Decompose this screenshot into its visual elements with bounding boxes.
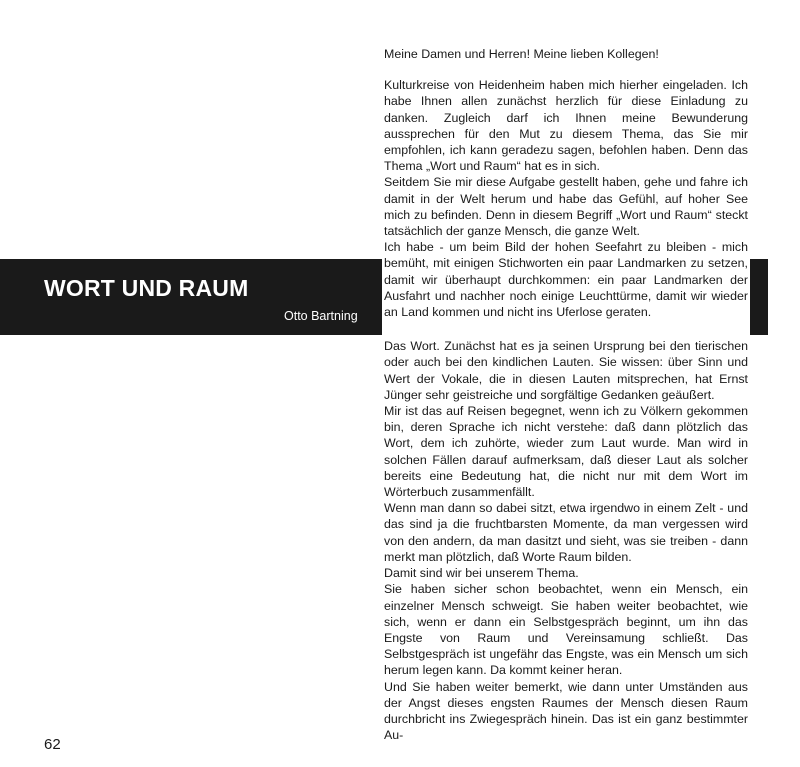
body-paragraph: Seitdem Sie mir diese Aufgabe gestellt haben, gehe und fahre ich damit in der Welt herum und habe das Gefühl, auf hoher See mich zu befinden. Denn in diesem Begriff „Wort und Raum“ steckt tatsächlich der ganze Mensch, die ganze Welt. [384,175,748,239]
body-paragraph: Kulturkreise von Heidenheim haben mich hierher eingeladen. Ich habe Ihnen allen zunächst herzlich für diese Einladung zu danken. Zugleich darf ich Ihnen meine Bewunderung aussprechen für den Mut zu diesem Thema, das Sie mir empfohlen, ich kann geradezu sagen, befohlen haben. Denn das Thema „Wort und Raum“ hat es in sich. [384,78,748,174]
page-number: 62 [44,736,61,753]
author-name: Otto Bartning [284,309,358,323]
body-paragraph: Und Sie haben weiter bemerkt, wie dann unter Umständen aus der Angst dieses engsten Raumes der Mensch diesen Raum durchbricht ins Zwiegespräch hinein. Das ist ein ganz bestimmter Au- [384,679,748,743]
article-body [384,46,748,743]
page-title: WORT UND RAUM [44,275,249,301]
body-paragraph: Sie haben sicher schon beobachtet, wenn ein Mensch, ein einzelner Mensch schweigt. Sie haben weiter beobachtet, wie sich, wenn er dann ein Selbstgespräch beginnt, um ihn das Engste von Raum und Vereinsamung schließt. Das Selbstgespräch ist ungefähr das Engste, was ein Mensch um sich herum legen kann. Da kommt keiner heran. [384,582,748,678]
chapter-edge-marker [750,259,768,335]
greeting-paragraph: Meine Damen und Herren! Meine lieben Kollegen! [384,47,659,61]
body-paragraph: Mir ist das auf Reisen begegnet, wenn ich zu Völkern gekommen bin, deren Sprache ich nicht verstehe: daß dann plötzlich das Wort, dem ich zuhörte, wieder zum Laut wurde. Man wird in solchen Fällen darauf aufmerksam, daß dieser Laut als solcher bereits eine Bedeutung hat, die nicht nur mit dem Wort im Wörterbuch zusammenfällt. [384,404,748,500]
body-paragraph: Ich habe - um beim Bild der hohen Seefahrt zu bleiben - mich bemüht, mit einigen Stichworten ein paar Landmarken zu setzen, damit wir überhaupt durchkommen: ein paar Landmarken der Ausfahrt und nachher noch einige Leuchttürme, damit wir wieder an Land kommen und nicht ins Uferlose geraten. [384,240,748,320]
body-paragraph: Wenn man dann so dabei sitzt, etwa irgendwo in einem Zelt - und das sind ja die fruchtbarsten Momente, da man vergessen wird von den andern, da man dasitzt und sieht, was sie treiben - dann merkt man plötzlich, daß Worte Raum bilden. [384,501,748,564]
body-paragraph: Das Wort. Zunächst hat es ja seinen Ursprung bei den tierischen oder auch bei den kindlichen Lauten. Sie wissen: über Sinn und Wert der Vokale, die in diesen Lauten mitsprechen, hat Ernst Jünger sehr geistreiche und sorgfältige Gedanken geäußert. [384,339,748,402]
body-paragraph: Damit sind wir bei unserem Thema. [384,566,579,581]
